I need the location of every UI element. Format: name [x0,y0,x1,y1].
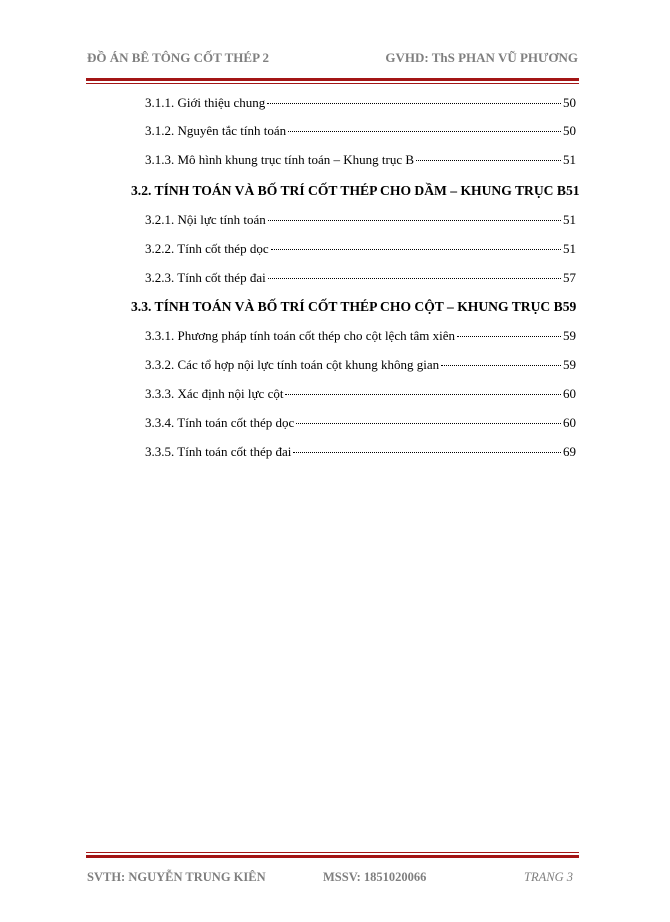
toc-entry-page: 51 [563,241,576,256]
toc-entry-page: 51 [563,212,576,227]
toc-section-heading[interactable] [131,298,576,316]
toc-entry-page: 59 [563,357,576,372]
footer-rule-thick [86,855,579,858]
toc-entry[interactable] [145,414,576,432]
toc-entry-title: 3.1.1. Giới thiệu chung [145,95,266,110]
toc-leader-dots [441,365,561,366]
toc-entry-page: 50 [563,95,576,110]
toc-entry-page: 51 [565,183,580,198]
toc-leader-dots [271,249,561,250]
toc-entry-page: 50 [563,123,576,138]
toc-entry-title: 3.1.2. Nguyên tắc tính toán [145,123,287,138]
toc-entry-title: 3.2.2. Tính cốt thép dọc [145,241,269,256]
toc-entry-page: 69 [563,444,576,459]
toc-leader-dots [457,336,561,337]
toc-leader-dots [285,394,561,395]
toc-entry-page: 51 [563,152,576,167]
footer-page-number: TRANG 3 [524,870,573,884]
toc-entry[interactable] [145,269,576,287]
toc-entry[interactable] [145,385,576,403]
toc-leader-dots [268,220,561,221]
toc-entry-title: 3.2. TÍNH TOÁN VÀ BỐ TRÍ CỐT THÉP CHO DẦM – KHUNG TRỤC B [131,183,566,198]
toc-leader-dots [416,160,561,161]
toc-entry[interactable] [145,240,576,258]
toc-entry-page: 57 [563,270,576,285]
footer-student-id: MSSV: 1851020066 [323,870,427,884]
toc-entry-title: 3.3.2. Các tổ hợp nội lực tính toán cột khung không gian [145,357,440,372]
toc-entry-title: 3.2.3. Tính cốt thép đai [145,270,266,285]
toc-entry-page: 59 [562,299,577,314]
toc-entry-page: 60 [563,415,576,430]
toc-section-heading[interactable] [131,182,580,200]
toc-entry[interactable] [145,327,576,345]
page-footer [87,870,578,888]
toc-entry-title: 3.3. TÍNH TOÁN VÀ BỐ TRÍ CỐT THÉP CHO CỘT – KHUNG TRỤC B [131,299,563,314]
page-header [87,50,578,68]
header-project-title: ĐỒ ÁN BÊ TÔNG CỐT THÉP 2 [87,50,270,65]
toc-entry[interactable] [145,151,576,169]
toc-leader-dots [268,278,561,279]
header-rule-thin [86,83,579,84]
toc-entry-page: 59 [563,328,576,343]
toc-entry-title: 3.3.1. Phương pháp tính toán cốt thép cho cột lệch tâm xiên [145,328,455,343]
toc-leader-dots [293,452,561,453]
header-advisor: GVHD: ThS PHAN VŨ PHƯƠNG [385,50,578,65]
toc-entry[interactable] [145,356,576,374]
toc-entry-title: 3.3.4. Tính toán cốt thép dọc [145,415,295,430]
toc-entry[interactable] [145,122,576,140]
toc-entry-title: 3.3.5. Tính toán cốt thép đai [145,444,292,459]
toc-entry[interactable] [145,211,576,229]
toc-entry-title: 3.3.3. Xác định nội lực cột [145,386,284,401]
toc-entry[interactable] [145,94,576,112]
toc-entry-title: 3.1.3. Mô hình khung trục tính toán – Khung trục B [145,152,415,167]
toc-leader-dots [288,131,561,132]
toc-entry-title: 3.2.1. Nội lực tính toán [145,212,266,227]
footer-student: SVTH: NGUYỄN TRUNG KIÊN [87,870,266,884]
toc-entry[interactable] [145,443,576,461]
toc-leader-dots [267,103,561,104]
header-rule-thick [86,78,579,81]
footer-rule-thin [86,852,579,853]
toc-entry-page: 60 [563,386,576,401]
toc-leader-dots [296,423,561,424]
